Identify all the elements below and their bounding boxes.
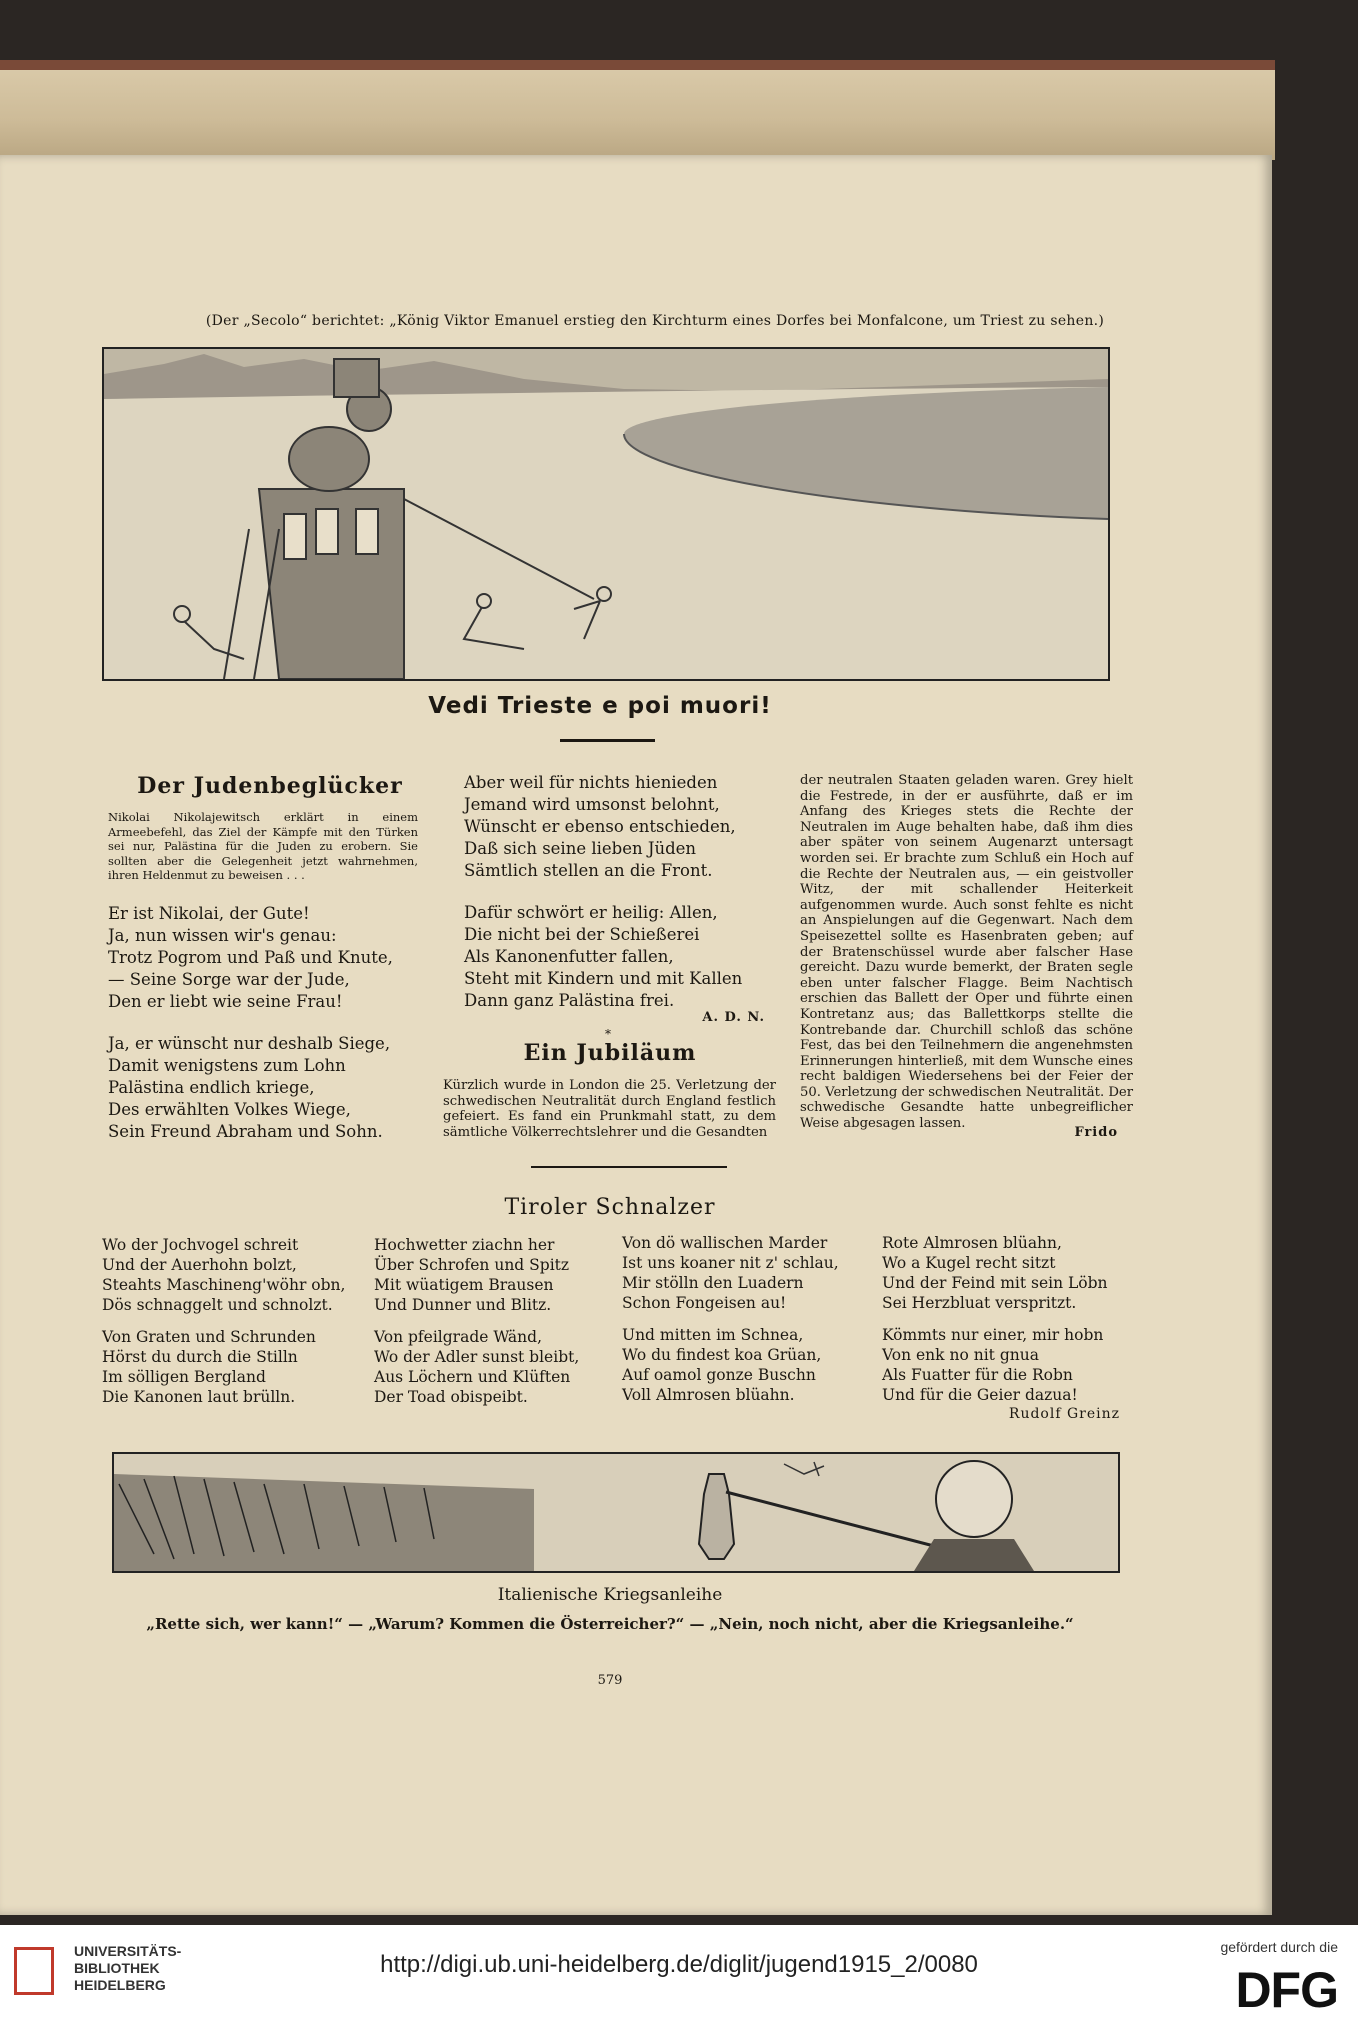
verse-line: Hochwetter ziachn her [374,1236,555,1254]
cartoon-bell-tower-illustration [102,347,1110,681]
verse-line: Dann ganz Palästina frei. [464,991,675,1010]
verse-line: Dös schnaggelt und schnolzt. [102,1296,333,1314]
verse-line: — Seine Sorge war der Jude, [108,970,350,989]
poem-intro: Nikolai Nikolajewitsch erklärt in einem Armeebefehl, das Ziel der Kämpfe mit den Türken sei nur, Palästina für die Juden zu erobern. Sie sollten aber die Gelegenheit jetzt wahrnehmen, ihren Heldenmut zu beweisen . . . [108,810,418,882]
tiroler-col1 [102,1235,345,1407]
library-name-line: BIBLIOTHEK [74,1960,160,1976]
verse-line: Steahts Maschineng'wöhr obn, [102,1276,346,1294]
verse-line: Im sölligen Bergland [102,1368,266,1386]
verse-line: Mit wüatigem Brausen [374,1276,554,1294]
verse-line: Über Schrofen und Spitz [374,1256,570,1274]
scanned-page [0,155,1272,1915]
poem-stanza-4 [464,902,742,1012]
verse-line: Rote Almrosen blüahn, [882,1234,1062,1252]
cartoon2-title: Italienische Kriegsanleihe [497,1585,723,1605]
verse-line: Und der Auerhohn bolzt, [102,1256,297,1274]
source-url-link[interactable]: http://digi.ub.uni-heidelberg.de/diglit/jugend1915_2/0080 [380,1951,978,1978]
verse-line: Wo der Jochvogel schreit [102,1236,299,1254]
war-loan-drawing [114,1454,1118,1571]
digitization-footer [0,1925,1358,2021]
tower-scene-drawing [104,349,1108,679]
verse-line: Trotz Pogrom und Paß und Knute, [108,948,393,967]
verse-line: Und mitten im Schnea, [622,1326,804,1344]
cartoon-war-loan-illustration [112,1452,1120,1573]
verse-line: Auf oamol gonze Buschn [622,1366,816,1384]
verse-line: Dafür schwört er heilig: Allen, [464,903,718,922]
verse-line: Des erwählten Volkes Wiege, [108,1100,351,1119]
verse-line: Sein Freund Abraham und Sohn. [108,1122,383,1141]
top-caption: (Der „Secolo“ berichtet: „König Viktor Emanuel erstieg den Kirchturm eines Dorfes bei Monfalcone, um Triest zu sehen.) [205,313,1105,329]
verse-line: Von enk no nit gnua [882,1346,1039,1364]
poem-stanza-3 [464,772,736,882]
verse-line: Damit wenigstens zum Lohn [108,1056,346,1075]
article-title-jubilaeum: Ein Jubiläum [523,1040,697,1066]
poem-title-judenbegluecker: Der Judenbeglücker [137,773,403,799]
funding-note: gefördert durch die [1220,1939,1338,1955]
verse-line: Und der Feind mit sein Löbn [882,1274,1108,1292]
poem-stanza-2 [108,1033,390,1143]
page-number: 579 [597,1673,623,1688]
cartoon-title: Vedi Trieste e poi muori! [428,693,772,719]
verse-line: Der Toad obispeibt. [374,1388,528,1406]
verse-line: Palästina endlich kriege, [108,1078,315,1097]
article-signature: Frido [1074,1125,1118,1140]
verse-line: Wo a Kugel recht sitzt [882,1254,1056,1272]
verse-line: Wo der Adler sunst bleibt, [374,1348,580,1366]
verse-line: Steht mit Kindern und mit Kallen [464,969,743,988]
verse-line: Den er liebt wie seine Frau! [108,992,343,1011]
verse-line: Von Graten und Schrunden [102,1328,316,1346]
verse-line: Die nicht bei der Schießerei [464,925,700,944]
verse-line: Und Dunner und Blitz. [374,1296,552,1314]
verse-line: Voll Almrosen blüahn. [622,1386,795,1404]
verse-line: Ja, er wünscht nur deshalb Siege, [108,1034,391,1053]
verse-line: Als Fuatter für die Robn [882,1366,1073,1384]
tiroler-col2 [374,1235,579,1407]
verse-line: Wünscht er ebenso entschieden, [464,817,736,836]
verse-line: Wo du findest koa Grüan, [622,1346,822,1364]
poem-title-tiroler: Tiroler Schnalzer [504,1195,716,1220]
verse-line: Jemand wird umsonst belohnt, [464,795,720,814]
verse-line: Ja, nun wissen wir's genau: [108,926,337,945]
verse-line: Von pfeilgrade Wänd, [374,1328,543,1346]
tiroler-signature: Rudolf Greinz [1008,1406,1120,1422]
section-asterisk: * [605,1027,611,1041]
verse-line: Von dö wallischen Marder [622,1234,828,1252]
title-rule [560,739,655,742]
book-edge [0,60,1275,160]
library-name-line: UNIVERSITÄTS- [74,1943,182,1959]
verse-line: Aber weil für nichts hienieden [464,773,718,792]
poem-signature: A. D. N. [702,1010,765,1025]
tiroler-col4 [882,1233,1108,1405]
verse-line: Mir stölln den Luadern [622,1274,804,1292]
verse-line: Hörst du durch die Stilln [102,1348,298,1366]
section-divider [531,1166,727,1168]
verse-line: Sämtlich stellen an die Front. [464,861,713,880]
verse-line: Als Kanonenfutter fallen, [464,947,674,966]
verse-line: Und für die Geier dazua! [882,1386,1078,1404]
dfg-logo: DFG [1235,1962,1338,2018]
verse-line: Ist uns koaner nit z' schlau, [622,1254,839,1272]
article-text-col3: der neutralen Staaten geladen waren. Grey hielt die Festrede, in der er ausführte, daß er im Anfang des Krieges stets die Rechte der Neutralen im Auge behalten habe, daß ihm dies aber später von seinem Augenarzt untersagt worden sei. Er brachte zum Schluß ein Hoch auf die Rechte der Neutralen aus, — ein geistvoller Witz, der mit schallender Heiterkeit aufgenommen wurde. Auch sonst fehlte es nicht an Anspielungen auf die Gegenwart. Nach dem Speisezettel sollte es Hasenbraten geben; auf der Bratenschüssel wurde aber falscher Hase gereicht. Dazu wurde bemerkt, der Braten segle eben unter falscher Flagge. Beim Nachtisch erschien das Ballett der Oper und führte einen Kontretanz aus; das Ballettkorps stellte die Kontrebande dar. Churchill schloß das schöne Fest, das bei den Teilnehmern die angenehmsten Erinnerungen hinterließ, mit dem Wunsche eines recht baldigen Wiedersehens bei der Feier der 50. Verletzung der schwedischen Neutralität. Der schwedische Gesandte hatte unbegreiflicher Weise abgesagen lassen. [800,773,1134,1132]
article-text-col2: Kürzlich wurde in London die 25. Verletzung der schwedischen Neutralität durch England festlich gefeiert. Es fand ein Prunkmahl statt, zu dem sämtliche Völkerrechtslehrer und die Gesandten [443,1078,776,1140]
library-name-line: HEIDELBERG [74,1977,166,1993]
verse-line: Aus Löchern und Klüften [374,1368,571,1386]
poem-stanza-1 [108,903,393,1013]
verse-line: Daß sich seine lieben Jüden [464,839,697,858]
verse-line: Schon Fongeisen au! [622,1294,787,1312]
verse-line: Die Kanonen laut brülln. [102,1388,296,1406]
verse-line: Kömmts nur einer, mir hobn [882,1326,1104,1344]
tiroler-col3 [622,1233,839,1405]
cartoon2-caption: „Rette sich, wer kann!“ — „Warum? Kommen die Österreicher?“ — „Nein, noch nicht, aber die Kriegsanleihe.“ [146,1615,1074,1633]
verse-line: Sei Herzbluat verspritzt. [882,1294,1077,1312]
verse-line: Er ist Nikolai, der Gute! [108,904,310,923]
